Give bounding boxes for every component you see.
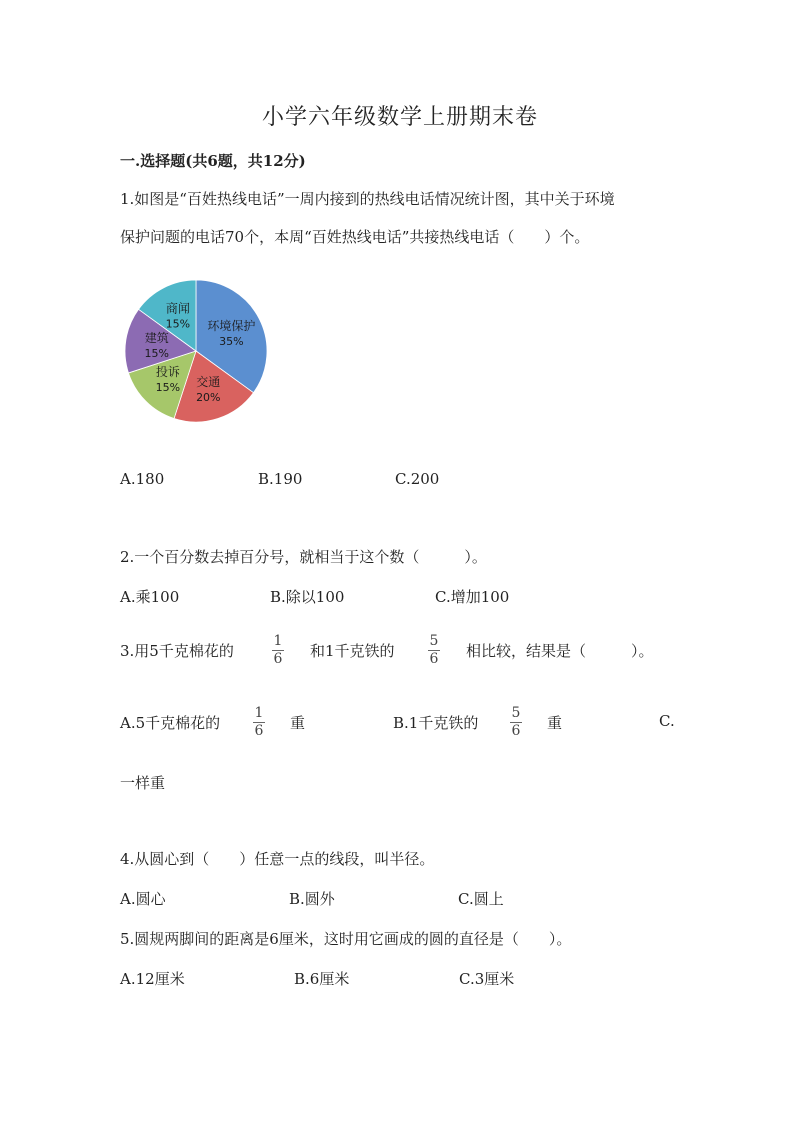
q3-option-c-text: 一样重 [120,774,166,792]
fraction-denominator: 6 [273,651,283,667]
pie-slice-value-label: 15% [165,317,191,331]
q3-option-b-fraction [510,705,522,740]
fraction-numerator: 5 [429,633,439,649]
q1-line2: 保护问题的电话70个，本周“百姓热线电话”共接热线电话（ ）个。 [120,228,590,246]
q5-option-c[interactable]: C.3厘米 [459,970,515,988]
q4-option-c[interactable]: C.圆上 [458,890,504,908]
fraction-denominator: 6 [511,723,521,739]
q3-option-c[interactable]: C. [659,712,675,730]
q3-option-b-suffix: 重 [547,714,563,732]
q3-text-part2: 和1千克铁的 [310,642,395,660]
q1-option-b[interactable]: B.190 [258,470,303,488]
fraction-numerator: 1 [254,705,264,721]
pie-slice-label: 建筑 [144,330,169,345]
pie-slice-value-label: 15% [144,346,169,360]
pie-chart [118,276,278,432]
pie-slice-value-label: 15% [155,381,181,395]
q3-option-a-fraction [253,705,265,740]
pie-slice-label: 商闻 [165,301,190,316]
q3-text-part1: 3.用5千克棉花的 [120,642,234,660]
q5-option-b[interactable]: B.6厘米 [294,970,350,988]
q2-option-a[interactable]: A.乘100 [120,588,180,606]
q1-line1: 1.如图是“百姓热线电话”一周内接到的热线电话情况统计图，其中关于环境 [120,190,615,208]
q3-option-b[interactable]: B.1千克铁的 [393,714,479,732]
q3-fraction-2 [428,633,440,668]
fraction-denominator: 6 [254,723,264,739]
pie-slice-label: 交通 [196,374,221,389]
q5-text: 5.圆规两脚间的距离是6厘米，这时用它画成的圆的直径是（ ）。 [120,930,572,948]
pie-slice-label: 环境保护 [207,318,256,333]
pie-slice-value-label: 20% [196,390,221,404]
fraction-denominator: 6 [429,651,439,667]
q2-option-b[interactable]: B.除以100 [270,588,345,606]
q1-option-a[interactable]: A.180 [120,470,165,488]
q3-option-a[interactable]: A.5千克棉花的 [120,714,221,732]
q4-option-b[interactable]: B.圆外 [289,890,335,908]
fraction-numerator: 5 [511,705,521,721]
q3-option-a-suffix: 重 [290,714,306,732]
q3-fraction-1 [272,633,284,668]
q1-option-c[interactable]: C.200 [395,470,440,488]
q2-option-c[interactable]: C.增加100 [435,588,510,606]
q5-option-a[interactable]: A.12厘米 [120,970,185,988]
pie-slice-value-label: 35% [219,334,244,348]
pie-slice-label: 投诉 [155,365,180,380]
q3-text-part3: 相比较，结果是（ ）。 [466,642,654,660]
q4-option-a[interactable]: A.圆心 [120,890,166,908]
q2-text: 2.一个百分数去掉百分号，就相当于这个数（ ）。 [120,548,487,566]
q4-text: 4.从圆心到（ ）任意一点的线段，叫半径。 [120,850,435,868]
fraction-numerator: 1 [273,633,283,649]
section-heading: 一.选择题(共6题，共12分) [120,152,306,170]
page-title: 小学六年级数学上册期末卷 [261,105,538,130]
